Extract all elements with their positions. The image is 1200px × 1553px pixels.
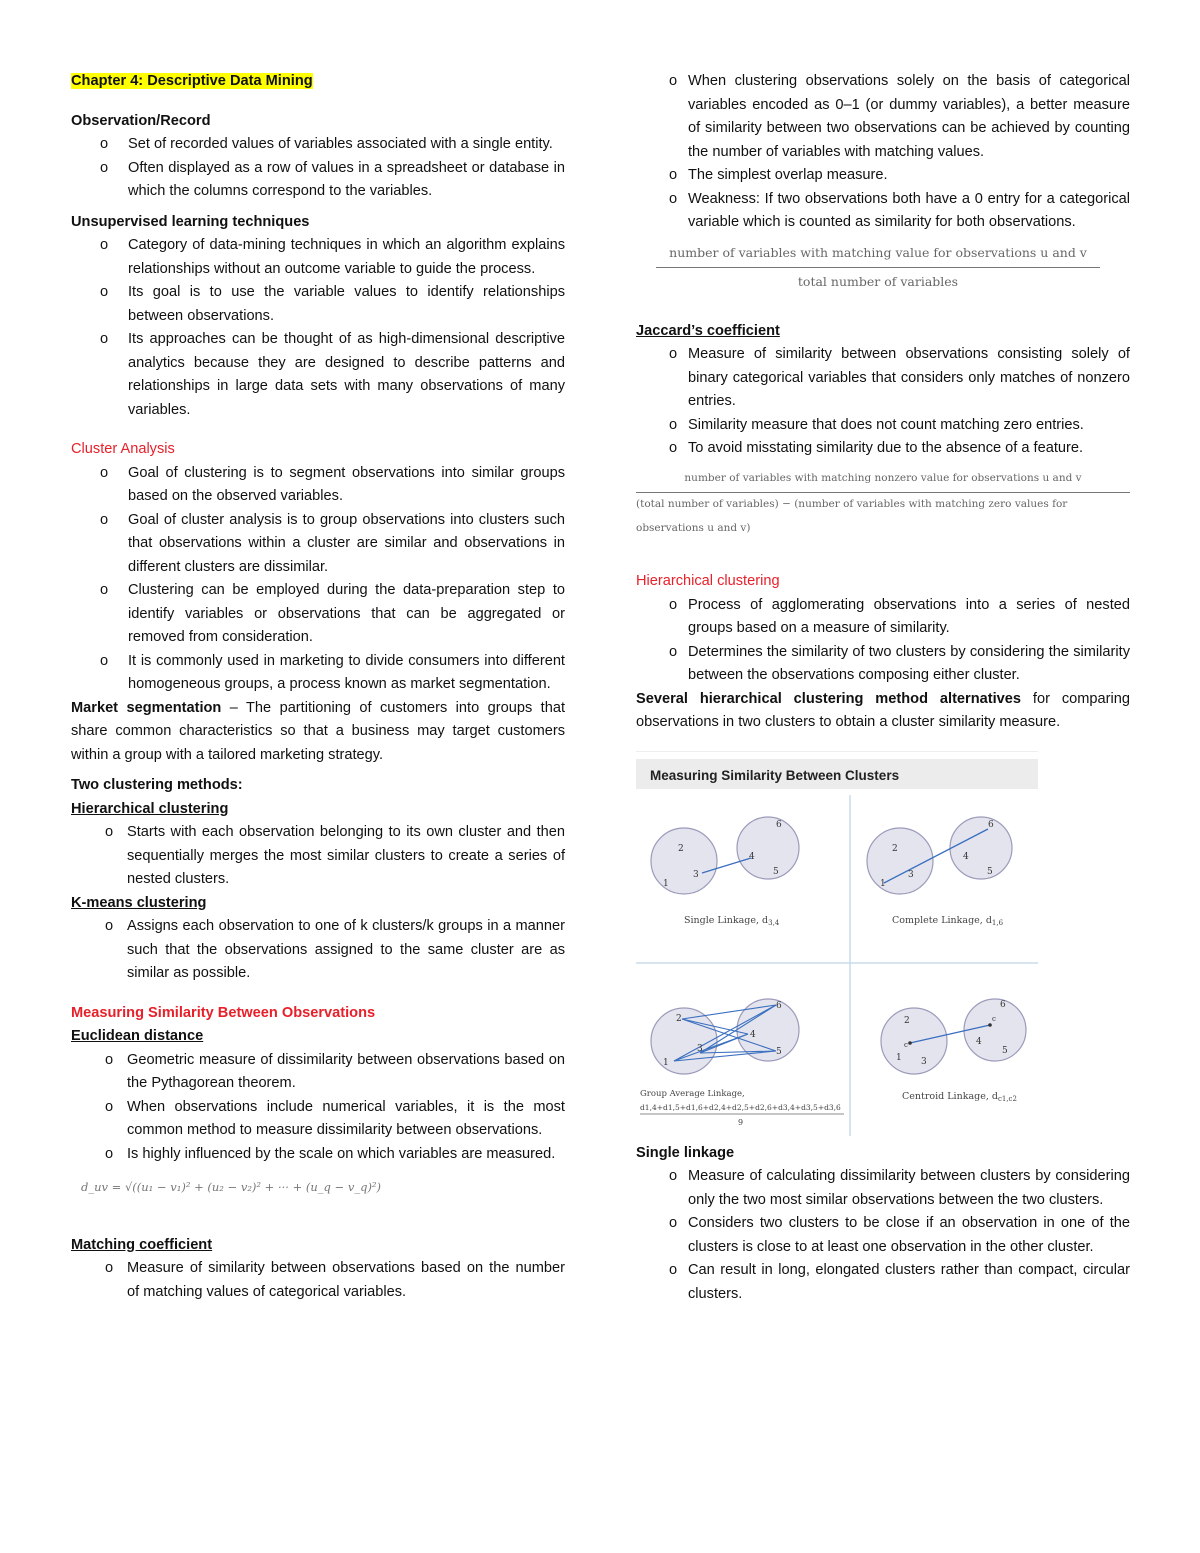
list-item: o Measure of similarity between observations consisting solely of binary categorical variables that considers only matches of nonzero entries. bbox=[633, 343, 1130, 414]
list-item: o Goal of cluster analysis is to group observations into clusters such that observations within a cluster are similar and observations in different clusters are dissimilar. bbox=[71, 509, 565, 580]
hierarchical-subheading: Hierarchical clustering bbox=[71, 800, 229, 817]
list-item: o Clustering can be employed during the data-preparation step to identify variables or observations that can be aggregated or removed from consideration. bbox=[71, 579, 565, 650]
jaccard-subheading: Jaccard’s coefficient bbox=[636, 322, 780, 339]
observation-list bbox=[71, 133, 565, 204]
svg-text:1: 1 bbox=[896, 1052, 902, 1063]
market-segmentation-term: Market segmentation bbox=[71, 699, 222, 716]
matching-subheading: Matching coefficient bbox=[71, 1236, 213, 1253]
kmeans-list bbox=[71, 915, 565, 986]
list-item: o When clustering observations solely on the basis of categorical variables encoded as 0–1 (or dummy variables), a better measure of similarity between two observations can be achieved by counting the number of variables with matching values. bbox=[633, 70, 1130, 164]
svg-text:1: 1 bbox=[880, 878, 886, 889]
centroid-linkage-label: Centroid Linkage, $d_{c1,c2}$ bbox=[902, 1090, 1017, 1103]
svg-text:3: 3 bbox=[921, 1056, 927, 1067]
list-item: o Its approaches can be thought of as high-dimensional descriptive analytics because they are designed to describe patterns and relationships in large data sets with many observations of many variables. bbox=[71, 328, 565, 422]
single-linkage-list bbox=[633, 1165, 1130, 1306]
list-item: o Process of agglomerating observations into a series of nested groups based on a measure of similarity. bbox=[633, 594, 1130, 641]
svg-text:1: 1 bbox=[663, 1057, 669, 1068]
cluster-analysis-heading: Cluster Analysis bbox=[71, 441, 175, 457]
complete-linkage-panel bbox=[867, 817, 1012, 927]
several-methods-text: for comparing observations in two clusters to obtain a cluster similarity measure. bbox=[636, 690, 1130, 730]
svg-text:1: 1 bbox=[663, 878, 669, 889]
euclidean-formula: d_uv = √((u₁ − v₁)² + (u₂ − v₂)² + ··· + (u_q − v_q)²) bbox=[81, 1180, 382, 1194]
list-item: o Determines the similarity of two clusters by considering the similarity between the observations composing either cluster. bbox=[633, 641, 1130, 688]
list-item: o Measure of similarity between observations based on the number of matching values of categorical variables. bbox=[71, 1257, 565, 1304]
formula-denominator: total number of variables bbox=[797, 274, 959, 289]
list-item: o Geometric measure of dissimilarity between observations based on the Pythagorean theorem. bbox=[71, 1049, 565, 1096]
market-segmentation-text: – The partitioning of customers into groups that share common characteristics so that a business may target customers within a group with a tailored marketing strategy. bbox=[71, 699, 565, 763]
left-column bbox=[71, 70, 565, 1304]
complete-linkage-label: Complete Linkage, $d_{1,6}$ bbox=[892, 914, 1004, 927]
list-item: o Starts with each observation belonging to its own cluster and then sequentially merges the most similar clusters to create a series of nested clusters. bbox=[71, 821, 565, 892]
list-item: o It is commonly used in marketing to divide consumers into different homogeneous groups, a process known as market segmentation. bbox=[71, 650, 565, 697]
list-item: o Similarity measure that does not count matching zero entries. bbox=[633, 414, 1130, 438]
observation-heading: Observation/Record bbox=[71, 112, 211, 129]
hierarchical-clustering-heading: Hierarchical clustering bbox=[636, 573, 780, 589]
list-item: o Considers two clusters to be close if an observation in one of the clusters is close to at least one observation in the other cluster. bbox=[633, 1212, 1130, 1259]
figure-title: Measuring Similarity Between Clusters bbox=[650, 767, 900, 783]
two-methods-heading: Two clustering methods: bbox=[71, 777, 243, 793]
market-segmentation-paragraph bbox=[71, 697, 565, 768]
list-item: o Often displayed as a row of values in a spreadsheet or database in which the columns correspond to the variables. bbox=[71, 157, 565, 204]
svg-text:4: 4 bbox=[750, 1029, 756, 1040]
unsupervised-list bbox=[71, 234, 565, 422]
svg-text:3: 3 bbox=[908, 869, 914, 880]
svg-text:3: 3 bbox=[697, 1043, 703, 1054]
formula-numerator: number of variables with matching nonzero value for observations u and v bbox=[636, 467, 1130, 494]
hierarchical-list bbox=[71, 821, 565, 892]
kmeans-subheading: K-means clustering bbox=[71, 894, 207, 911]
svg-text:c: c bbox=[904, 1040, 908, 1049]
formula-numerator: number of variables with matching value for observations u and v bbox=[656, 241, 1100, 269]
cluster-analysis-list bbox=[71, 462, 565, 697]
list-item: o Set of recorded values of variables associated with a single entity. bbox=[71, 133, 565, 157]
euclidean-list bbox=[71, 1049, 565, 1167]
svg-text:4: 4 bbox=[976, 1036, 982, 1047]
svg-text:4: 4 bbox=[749, 851, 755, 862]
svg-text:2: 2 bbox=[892, 843, 898, 854]
centroid-linkage-panel bbox=[881, 999, 1026, 1103]
list-item: o Can result in long, elongated clusters rather than compact, circular clusters. bbox=[633, 1259, 1130, 1306]
list-item: o Assigns each observation to one of k clusters/k groups in a manner such that the observations assigned to the same cluster are as similar as possible. bbox=[71, 915, 565, 986]
svg-text:2: 2 bbox=[678, 843, 684, 854]
cluster-similarity-figure bbox=[636, 751, 1038, 1136]
list-item: o Its goal is to use the variable values to identify relationships between observations. bbox=[71, 281, 565, 328]
single-linkage-panel bbox=[651, 817, 799, 927]
cluster-similarity-diagram bbox=[636, 751, 1038, 1136]
svg-text:5: 5 bbox=[773, 866, 779, 877]
svg-text:4: 4 bbox=[963, 851, 969, 862]
chapter-title: Chapter 4: Descriptive Data Mining bbox=[71, 73, 313, 89]
svg-text:2: 2 bbox=[676, 1013, 682, 1024]
list-item: o To avoid misstating similarity due to the absence of a feature. bbox=[633, 437, 1130, 461]
svg-text:2: 2 bbox=[904, 1015, 910, 1026]
euclidean-subheading: Euclidean distance bbox=[71, 1028, 204, 1044]
matching-coefficient-formula bbox=[656, 241, 1100, 294]
jaccard-formula bbox=[636, 467, 1130, 541]
formula-denominator: (total number of variables) − (number of variables with matching zero values for observations u and v) bbox=[636, 498, 1068, 534]
group-average-numerator: d1,4+d1,5+d1,6+d2,4+d2,5+d2,6+d3,4+d3,5+d3,6 bbox=[640, 1102, 841, 1112]
several-methods-paragraph bbox=[636, 688, 1130, 735]
svg-text:3: 3 bbox=[693, 869, 699, 880]
list-item: o Weakness: If two observations both have a 0 entry for a categorical variable which is counted as similarity for both observations. bbox=[633, 188, 1130, 235]
list-item: o Category of data-mining techniques in which an algorithm explains relationships without an outcome variable to guide the process. bbox=[71, 234, 565, 281]
right-column bbox=[636, 70, 1130, 1306]
measuring-similarity-heading: Measuring Similarity Between Observations bbox=[71, 1004, 376, 1021]
svg-text:c: c bbox=[992, 1014, 996, 1023]
svg-text:5: 5 bbox=[1002, 1045, 1008, 1056]
list-item: o Goal of clustering is to segment observations into similar groups based on the observed variables. bbox=[71, 462, 565, 509]
svg-text:6: 6 bbox=[1000, 999, 1006, 1010]
several-methods-bold: Several hierarchical clustering method alternatives bbox=[636, 690, 1022, 707]
svg-text:5: 5 bbox=[987, 866, 993, 877]
group-average-panel bbox=[640, 999, 844, 1127]
group-average-denominator: 9 bbox=[738, 1117, 744, 1127]
unsupervised-heading: Unsupervised learning techniques bbox=[71, 213, 310, 230]
matching-list bbox=[71, 1257, 565, 1304]
matching-continued-list bbox=[633, 70, 1130, 235]
jaccard-list bbox=[633, 343, 1130, 461]
single-linkage-label: Single Linkage, $d_{3,4}$ bbox=[684, 914, 780, 927]
svg-text:6: 6 bbox=[776, 1000, 782, 1011]
list-item: o Is highly influenced by the scale on which variables are measured. bbox=[71, 1143, 565, 1167]
single-linkage-heading: Single linkage bbox=[636, 1144, 735, 1161]
list-item: o The simplest overlap measure. bbox=[633, 164, 1130, 188]
group-average-label: Group Average Linkage, bbox=[640, 1088, 745, 1099]
list-item: o When observations include numerical variables, it is the most common method to measure dissimilarity between observations. bbox=[71, 1096, 565, 1143]
hierarchical-clustering-list bbox=[633, 594, 1130, 688]
svg-text:6: 6 bbox=[776, 819, 782, 830]
list-item: o Measure of calculating dissimilarity between clusters by considering only the two most similar observations between the two clusters. bbox=[633, 1165, 1130, 1212]
svg-text:6: 6 bbox=[988, 819, 994, 830]
svg-text:5: 5 bbox=[776, 1046, 782, 1057]
